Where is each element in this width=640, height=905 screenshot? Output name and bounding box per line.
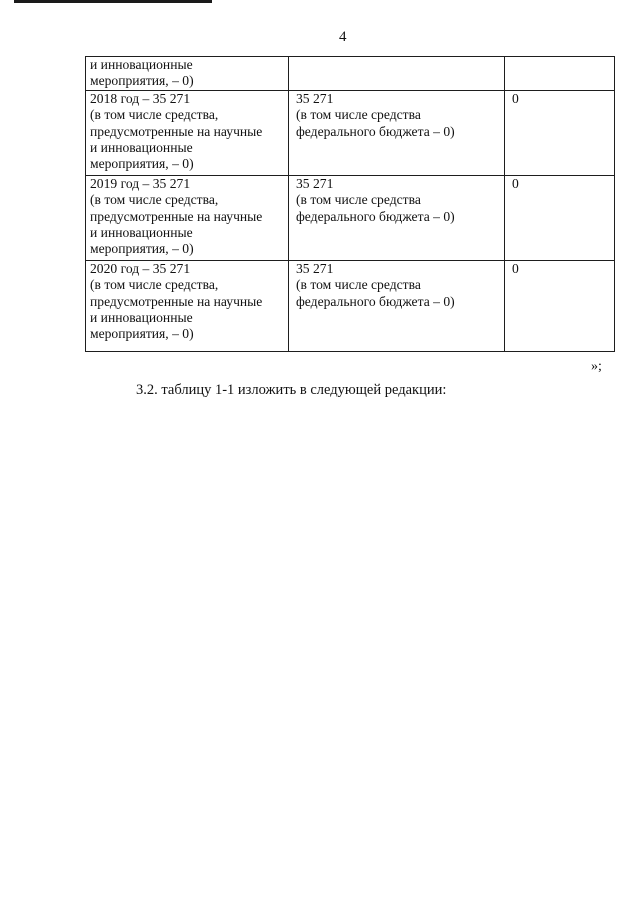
amount-cell: 35 271 (в том числе средства федерального бюджета – 0) <box>289 176 505 261</box>
extra-value-cell: 0 <box>505 261 615 352</box>
table-row <box>86 261 615 352</box>
amount-cell: 35 271 (в том числе средства федерального бюджета – 0) <box>289 261 505 352</box>
year-funding-cell: и инновационные мероприятия, – 0) <box>86 57 289 91</box>
page-number: 4 <box>339 29 347 45</box>
extra-value-cell <box>505 57 615 91</box>
year-funding-cell: 2019 год – 35 271 (в том числе средства, предусмотренные на научные и инновационные мероприятия, – 0) <box>86 176 289 261</box>
amount-cell: 35 271 (в том числе средства федерального бюджета – 0) <box>289 91 505 176</box>
table-row <box>86 176 615 261</box>
top-edge-rule <box>14 0 212 3</box>
amount-cell <box>289 57 505 91</box>
table-row <box>86 57 615 91</box>
extra-value-cell: 0 <box>505 176 615 261</box>
year-funding-cell: 2018 год – 35 271 (в том числе средства, предусмотренные на научные и инновационные мероприятия, – 0) <box>86 91 289 176</box>
funding-table <box>85 56 615 352</box>
section-heading: 3.2. таблицу 1-1 изложить в следующей редакции: <box>136 382 447 398</box>
year-funding-cell: 2020 год – 35 271 (в том числе средства, предусмотренные на научные и инновационные мероприятия, – 0) <box>86 261 289 352</box>
extra-value-cell: 0 <box>505 91 615 176</box>
table-row <box>86 91 615 176</box>
closing-quote-mark: »; <box>591 359 602 374</box>
